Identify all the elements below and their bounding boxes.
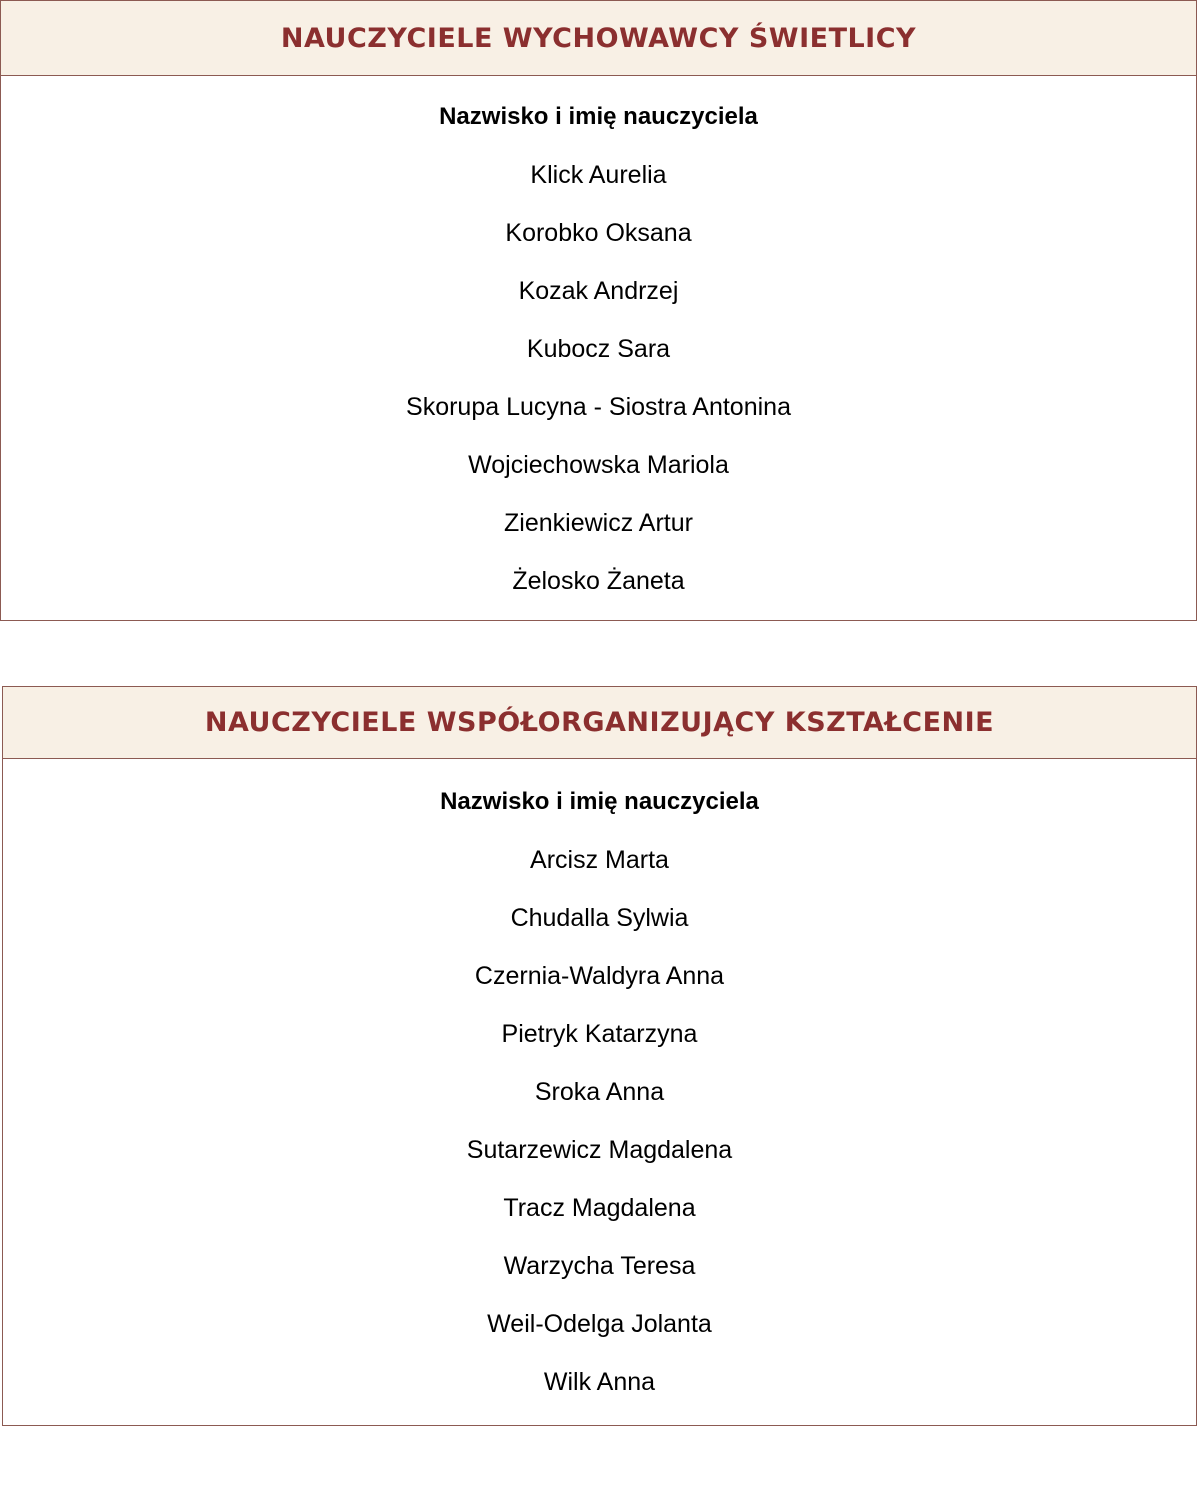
teacher-list [3,759,1196,1411]
teacher-list [1,76,1196,610]
list-item: Kozak Andrzej [518,277,679,305]
list-item: Warzycha Teresa [503,1252,696,1280]
list-item: Czernia-Waldyra Anna [474,962,725,990]
list-item: Wilk Anna [543,1368,656,1396]
section-header [3,687,1196,759]
list-item: Pietryk Katarzyna [501,1020,698,1048]
section-header [1,1,1196,76]
list-item: Weil-Odelga Jolanta [487,1310,712,1338]
list-item: Skorupa Lucyna - Siostra Antonina [406,393,791,421]
list-item: Kubocz Sara [526,335,671,363]
section-swietlica [0,0,1197,621]
list-item: Chudalla Sylwia [510,904,689,932]
list-item: Zienkiewicz Artur [504,509,693,537]
list-item: Wojciechowska Mariola [468,451,729,479]
list-item: Sroka Anna [534,1078,665,1106]
section-wspolorganizujacy [2,686,1197,1426]
column-header: Nazwisko i imię nauczyciela [440,788,759,815]
list-item: Tracz Magdalena [503,1194,696,1222]
list-item: Arcisz Marta [530,846,669,874]
section-title: NAUCZYCIELE WYCHOWAWCY ŚWIETLICY [280,22,917,54]
section-title: NAUCZYCIELE WSPÓŁORGANIZUJĄCY KSZTAŁCENIE [204,707,995,738]
list-item: Klick Aurelia [530,161,667,189]
list-item: Korobko Oksana [505,219,692,247]
list-item: Sutarzewicz Magdalena [466,1136,733,1164]
list-item: Żelosko Żaneta [512,567,685,595]
column-header: Nazwisko i imię nauczyciela [439,103,758,130]
